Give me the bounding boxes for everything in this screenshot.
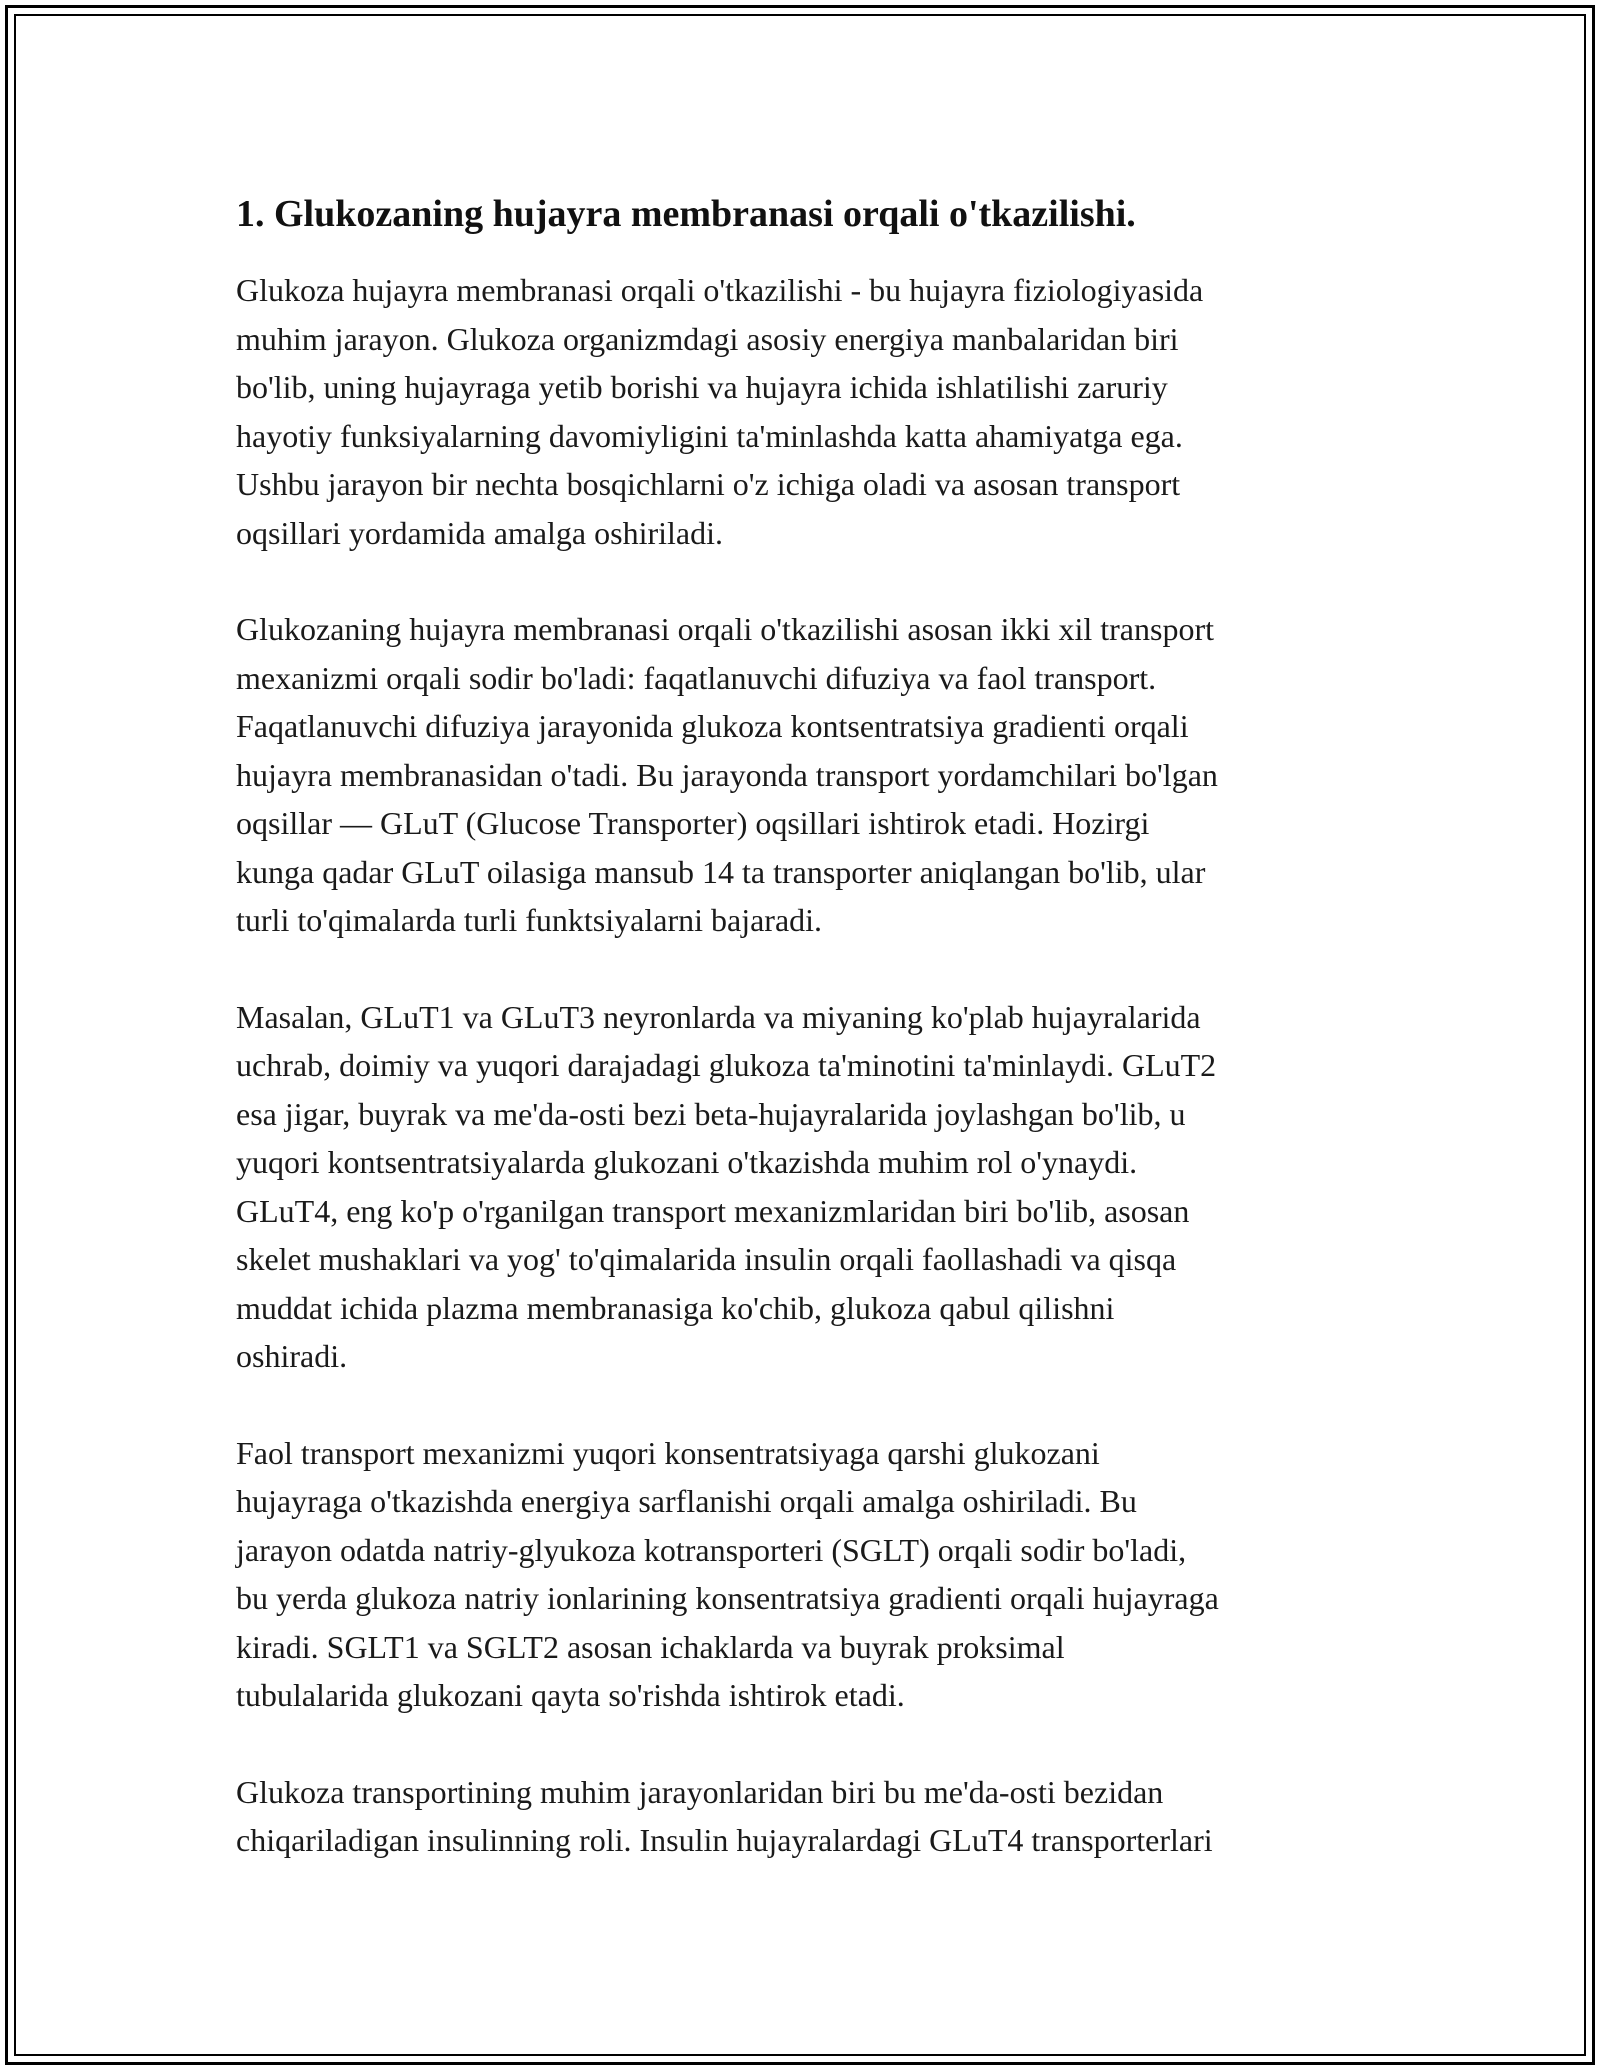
paragraph-intro: Glukoza hujayra membranasi orqali o'tkazilishi - bu hujayra fiziologiyasida muhim jarayon. Glukoza organizmdagi asosiy energiya manbalaridan biri bo'lib, uning hujayraga yetib borishi va hujayra ichida ishlatilishi zaruriy hayotiy funksiyalarning davomiyligini ta'minlashda katta ahamiyatga ega. Ushbu jarayon bir nechta bosqichlarni o'z ichiga oladi va asosan transport oqsillari yordamida amalga oshiriladi.: [236, 272, 1204, 551]
paragraph-active-transport: Faol transport mexanizmi yuqori konsentratsiyaga qarshi glukozani hujayraga o'tkazishda energiya sarflanishi orqali amalga oshiriladi. Bu jarayon odatda natriy-glyukoza kotransporteri (SGLT) orqali sodir bo'ladi, bu yerda glukoza natriy ionlarining konsentratsiya gradienti orqali hujayraga kiradi. SGLT1 va SGLT2 asosan ichaklarda va buyrak proksimal tubulalarida glukozani qayta so'rishda ishtirok etadi.: [236, 1434, 1219, 1713]
paragraph-glut-examples: Masalan, GLuT1 va GLuT3 neyronlarda va miyaning ko'plab hujayralarida uchrab, doimiy va yuqori darajadagi glukoza ta'minotini ta'minlaydi. GLuT2 esa jigar, buyrak va me'da-osti bezi beta-hujayralarida joylashgan bo'lib, u yuqori kontsentratsiyalarda glukozani o'tkazishda muhim rol o'ynaydi. GLuT4, eng ko'p o'rganilgan transport mexanizmlaridan biri bo'lib, asosan skelet mushaklari va yog' to'qimalarida insulin orqali faollashadi va qisqa muddat ichida plazma membranasiga ko'chib, glukoza qabul qilishni oshiradi.: [236, 998, 1217, 1374]
document-body: [236, 186, 1366, 1913]
paragraph-transport-mechanisms: Glukozaning hujayra membranasi orqali o'tkazilishi asosan ikki xil transport mexanizmi orqali sodir bo'ladi: faqatlanuvchi difuziya va faol transport. Faqatlanuvchi difuziya jarayonida glukoza kontsentratsiya gradienti orqali hujayra membranasidan o'tadi. Bu jarayonda transport yordamchilari bo'lgan oqsillar — GLuT (Glucose Transporter) oqsillari ishtirok etadi. Hozirgi kunga qadar GLuT oilasiga mansub 14 ta transporter aniqlangan bo'lib, ular turli to'qimalarda turli funktsiyalarni bajaradi.: [236, 611, 1218, 938]
paragraph-insulin-role: Glukoza transportining muhim jarayonlaridan biri bu me'da-osti bezidan chiqariladigan insulinning roli. Insulin hujayralardagi GLuT4 transporterlari: [236, 1773, 1213, 1858]
section-heading: 1. Glukozaning hujayra membranasi orqali o'tkazilishi.: [236, 193, 1136, 235]
